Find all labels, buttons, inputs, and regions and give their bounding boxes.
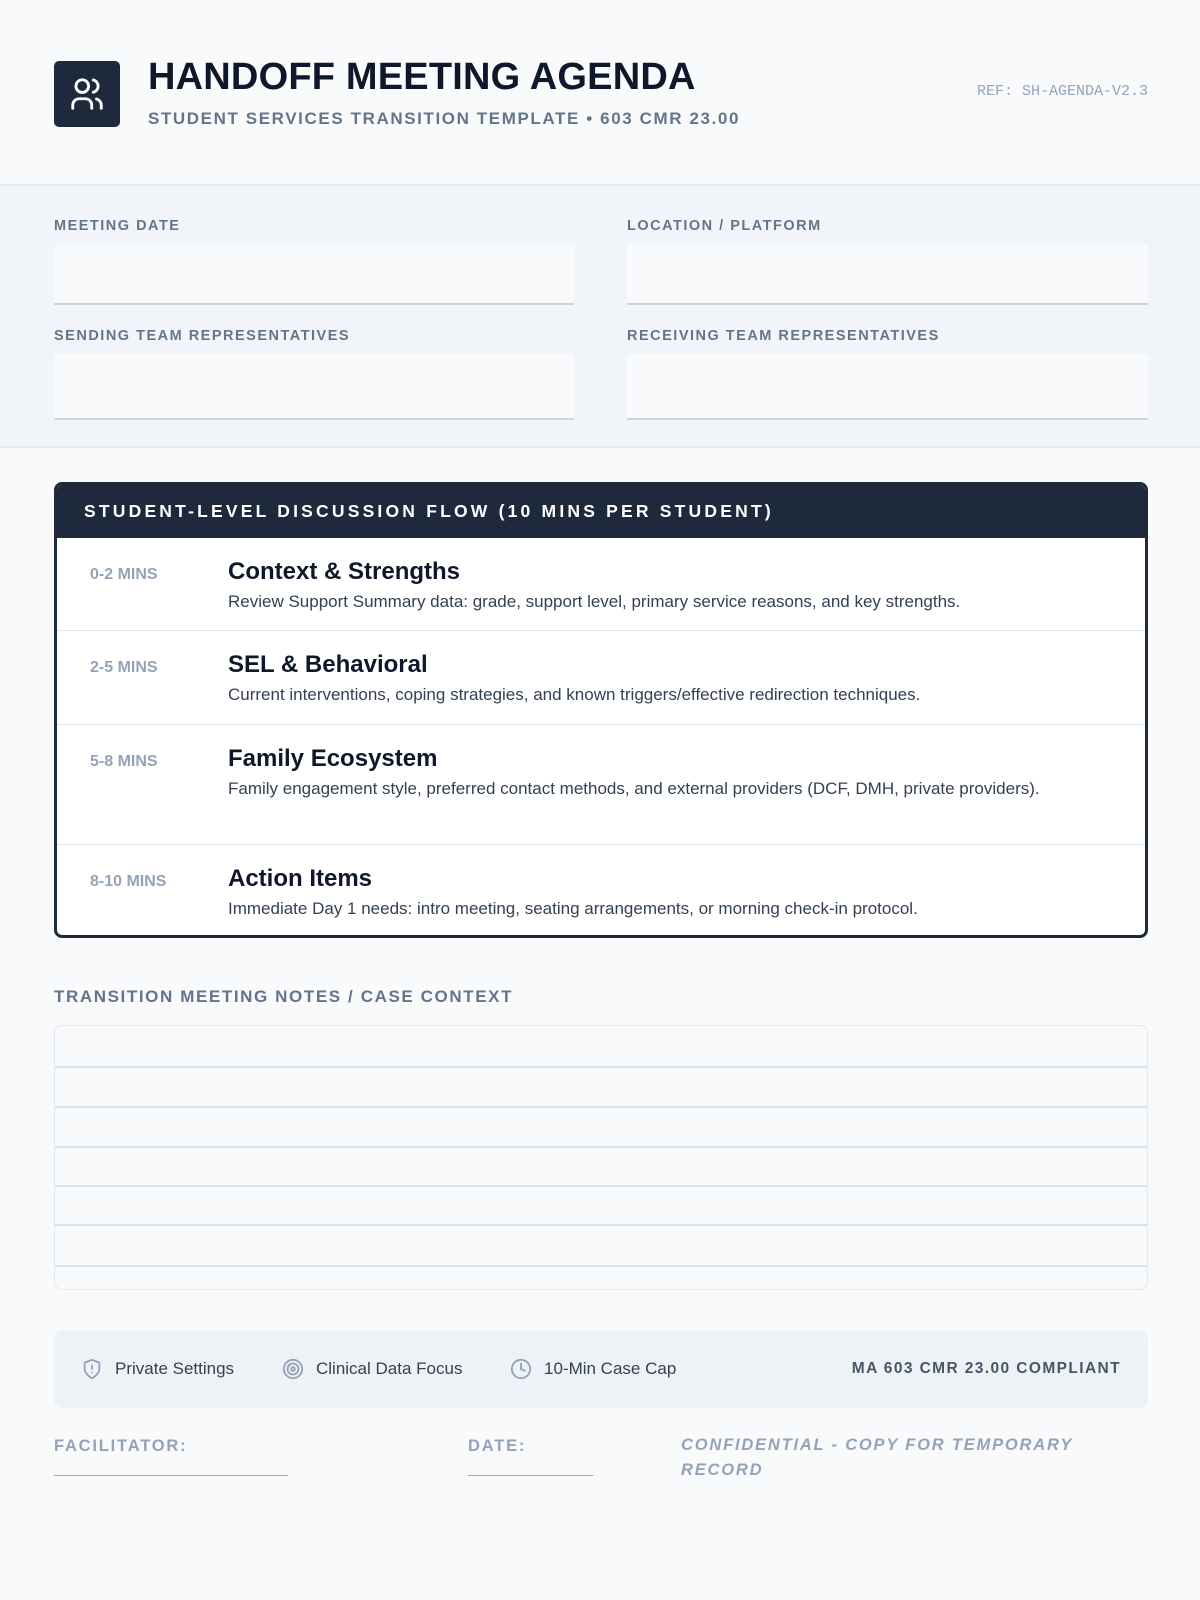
location-field[interactable] [627,245,1148,305]
meeting-info-section [0,186,1200,448]
compliance-statement: MA 603 CMR 23.00 COMPLIANT [851,1360,1121,1377]
flow-item-time: 5-8 MINS [90,753,158,770]
badge-label: Clinical Data Focus [316,1359,463,1378]
flow-item-title: Action Items [228,865,373,892]
date-signature-line[interactable]: _______________ [468,1460,594,1477]
notes-rule [55,1265,1147,1267]
notes-field[interactable] [54,1025,1148,1290]
target-icon [282,1358,304,1380]
badge-case-cap [510,1330,676,1408]
page-title: HANDOFF MEETING AGENDA [148,56,696,98]
sending-team-label: SENDING TEAM REPRESENTATIVES [54,328,351,344]
badge-private-settings [81,1330,234,1408]
location-label: LOCATION / PLATFORM [627,218,822,234]
date-label: DATE: [468,1437,527,1455]
document-header [0,0,1200,186]
facilitator-label: FACILITATOR: [54,1437,188,1455]
notes-rule [55,1106,1147,1108]
flow-item [57,538,1145,631]
receiving-team-field[interactable] [627,354,1148,420]
flow-item-time: 8-10 MINS [90,873,167,890]
flow-item [57,631,1145,725]
logo [54,61,120,127]
notes-rule [55,1146,1147,1148]
flow-item-title: Context & Strengths [228,558,461,585]
flow-item-description: Family engagement style, preferred contact methods, and external providers (DCF, DMH, private providers). [228,779,1040,798]
flow-item-title: Family Ecosystem [228,745,438,772]
confidential-notice: CONFIDENTIAL - COPY FOR TEMPORARY RECORD [681,1436,1073,1479]
notes-rule [55,1066,1147,1068]
badge-label: 10-Min Case Cap [544,1359,677,1378]
discussion-flow-heading: STUDENT-LEVEL DISCUSSION FLOW (10 MINS PER STUDENT) [57,485,1145,538]
page-subtitle: STUDENT SERVICES TRANSITION TEMPLATE • 603 CMR 23.00 [148,109,741,128]
badge-clinical-data [282,1330,462,1408]
flow-item-description: Current interventions, coping strategies, and known triggers/effective redirection techniques. [228,685,921,704]
notes-rule [55,1185,1147,1187]
clock-icon [510,1358,532,1380]
discussion-flow-card [54,482,1148,938]
compliance-bar [54,1330,1148,1408]
facilitator-signature-line[interactable]: ____________________________ [54,1460,288,1477]
notes-rule [55,1224,1147,1226]
flow-item-title: SEL & Behavioral [228,651,428,678]
receiving-team-label: RECEIVING TEAM REPRESENTATIVES [627,328,940,344]
flow-item-description: Review Support Summary data: grade, support level, primary service reasons, and key strengths. [228,592,961,611]
meeting-date-field[interactable] [54,245,574,305]
flow-item-description: Immediate Day 1 needs: intro meeting, seating arrangements, or morning check-in protocol. [228,899,918,918]
sending-team-field[interactable] [54,354,574,420]
users-icon [68,75,106,113]
reference-code: REF: SH-AGENDA-V2.3 [976,83,1148,100]
meeting-date-label: MEETING DATE [54,218,181,234]
notes-label: TRANSITION MEETING NOTES / CASE CONTEXT [54,987,514,1006]
badge-label: Private Settings [115,1359,235,1378]
flow-item-time: 2-5 MINS [90,659,158,676]
flow-item [57,725,1145,845]
shield-icon [81,1358,103,1380]
flow-item-time: 0-2 MINS [90,566,158,583]
flow-item [57,845,1145,938]
